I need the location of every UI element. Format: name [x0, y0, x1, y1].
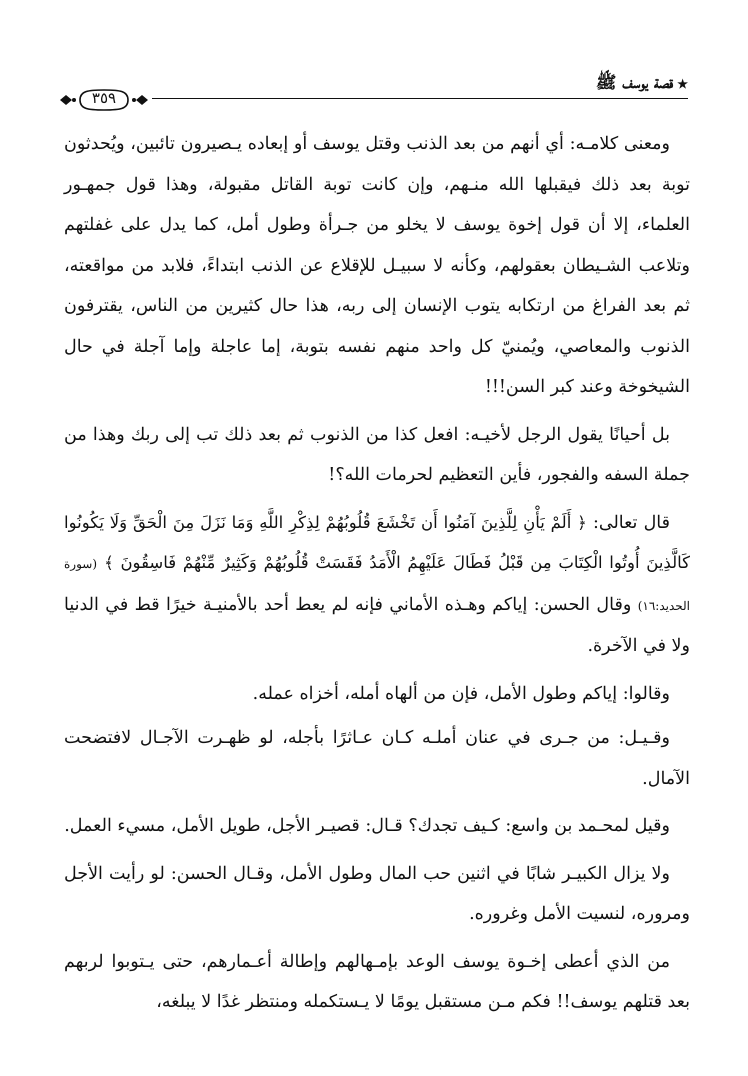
paragraph: ومعنى كلامـه: أي أنهم من بعد الذنب وقتل يوسف أو إبعاده يـصيرون تائبين، ويُحدثون توبة بعد ذلك فيقبلها الله منـهم، وإن كانت توبة القاتل مقبولة، وهذا قول جمهـور العلماء، إلا أن قول إخوة يوسف لا يخلو من جـرأة وطول أمل، كما يدل على غفلتهم وتلاعب الشـيطان بعقولهم، وكأنه لا سبيـل للإقلاع عن الذنب ابتداءً، فلابد من مواقعته، ثم بعد الفراغ من ارتكابه يتوب الإنسان إلى ربه، هذا حال كثيرين من الناس، يقترفون الذنوب والمعاصي، ويُمنيّ كل واحد منهم نفسه بتوبة، إما عاجلة وإما آجلة في حال الشيخوخة وعند كبر السن!!! [64, 134, 690, 397]
quran-paragraph [64, 503, 690, 667]
verse-reference: (سورة الحديد:١٦) [64, 557, 690, 613]
page-header [58, 72, 688, 112]
paragraph: من الذي أعطى إخـوة يوسف الوعد بإمـهالهم وإطالة أعـمارهم، حتى يـتوبوا لربهم بعد قتلهم يوسف!! فكم مـن مستقبل يومًا لا يـستكمله ومنتظر غدًا لا يبلغه، [64, 951, 690, 1012]
running-title [596, 72, 688, 97]
paragraph: وقالوا: إياكم وطول الأمل، فإن من ألهاه أمله، أخزاه عمله. [252, 683, 670, 704]
paragraph: بل أحيانًا يقول الرجل لأخيـه: افعل كذا من الذنوب ثم بعد ذلك تب إلى ربك وهذا من جملة السفه والفجور، فأين التعظيم لحرمات الله؟! [64, 424, 690, 485]
running-title-text: قصة يوسف ﷺ [595, 73, 674, 93]
quran-verse: ﴿ أَلَمْ يَأْنِ لِلَّذِينَ آمَنُوا أَن تَخْشَعَ قُلُوبُهُمْ لِذِكْرِ اللَّهِ وَمَا نَزَلَ مِنَ الْحَقِّ وَلَا يَكُونُوا كَالَّذِينَ أُوتُوا الْكِتَابَ مِن قَبْلُ فَطَالَ عَلَيْهِمُ الْأَمَدُ فَقَسَتْ قُلُوبُهُمْ وَكَثِيرٌ مِّنْهُمْ فَاسِقُونَ ﴾ [64, 512, 690, 572]
paragraph: ولا يزال الكبيـر شابًا في اثنين حب المال وطول الأمل، وقـال الحسن: لو رأيت الأجل ومروره، لنسيت الأمل وغروره. [64, 863, 690, 924]
page-number: ٣٥٩ [91, 89, 117, 107]
page-number-ornament [58, 88, 150, 112]
header-rule [152, 98, 688, 99]
quote-continuation: وقال الحسن: إياكم وهـذه الأماني فإنه لم يعط أحد بالأمنيـة خيرًا قط في الدنيا ولا في الآخرة. [64, 594, 690, 656]
page-body [64, 124, 690, 1030]
paragraph: وقيل لمحـمد بن واسع: كـيف تجدك؟ قـال: قصيـر الأجل، طويل الأمل، مسيء العمل. [64, 816, 670, 836]
quote-intro: قال تعالى: [592, 512, 671, 533]
paragraph: وقـيـل: من جـرى في عنان أملـه كـان عـاثرًا بأجله، لو ظهـرت الآجـال لافتضحت الآمال. [64, 728, 690, 789]
star-icon: ★ [677, 77, 688, 91]
